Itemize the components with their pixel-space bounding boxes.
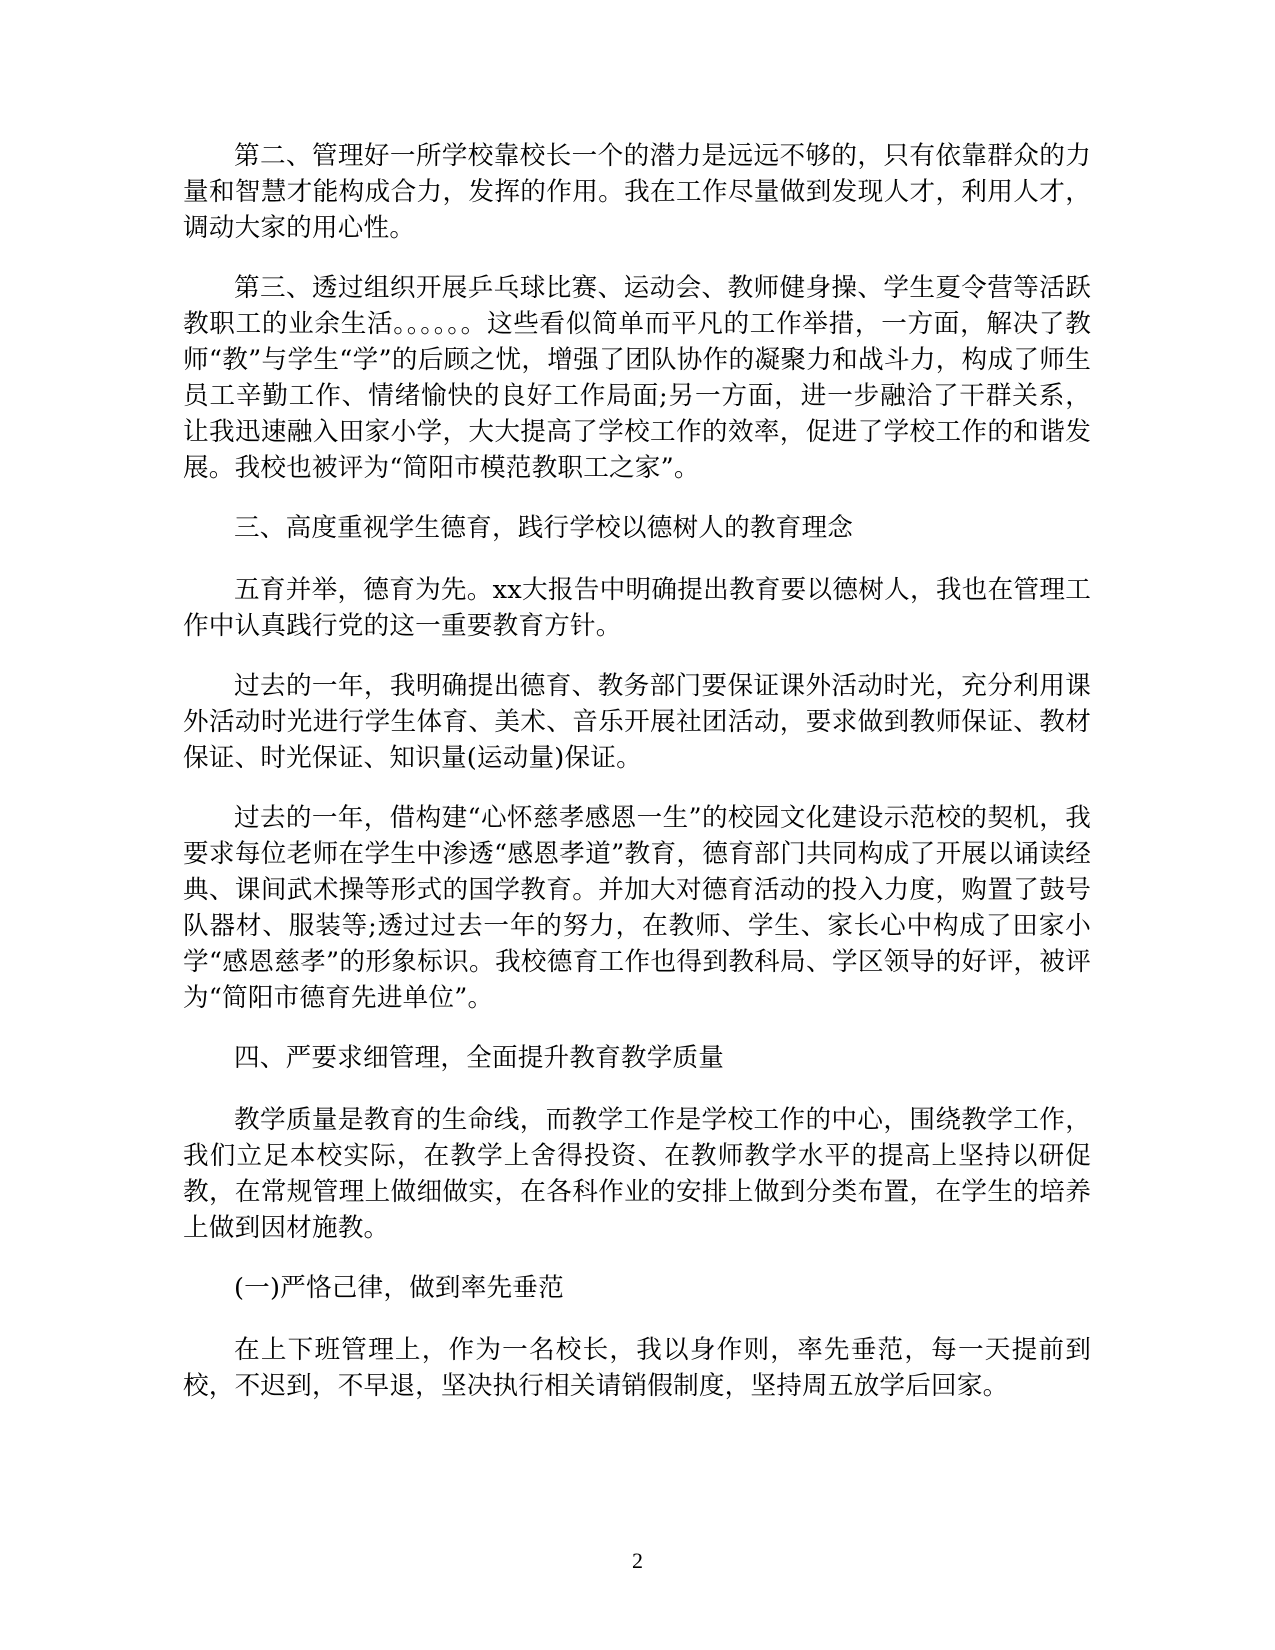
page-number: 2 bbox=[632, 1548, 643, 1573]
paragraph-filial-piety: 过去的一年，借构建“心怀慈孝感恩一生”的校园文化建设示范校的契机，我要求每位老师在学生中渗透“感恩孝道”教育，德育部门共同构成了开展以诵读经典、课间武术操等形式的国学教育。并加大对德育活动的投入力度，购置了鼓号队器材、服装等;透过过去一年的努力，在教师、学生、家长心中构成了田家小学“感恩慈孝”的形象标识。我校德育工作也得到教科局、学区领导的好评，被评为“简阳市德育先进单位”。 bbox=[183, 803, 1091, 1013]
section-heading-moral-education: 三、高度重视学生德育，践行学校以德树人的教育理念 bbox=[234, 513, 854, 543]
paragraph-talent-management: 第二、管理好一所学校靠校长一个的潜力是远远不够的，只有依靠群众的力量和智慧才能构成合力，发挥的作用。我在工作尽量做到发现人才，利用人才，调动大家的用心性。 bbox=[183, 141, 1091, 243]
document-body bbox=[183, 138, 1091, 1428]
paragraph-attendance: 在上下班管理上，作为一名校长，我以身作则，率先垂范，每一天提前到校，不迟到，不早退，坚决执行相关请销假制度，坚持周五放学后回家。 bbox=[183, 1335, 1091, 1401]
paragraph-staff-activities: 第三、透过组织开展乒乓球比赛、运动会、教师健身操、学生夏令营等活跃教职工的业余生活。。。。。。这些看似简单而平凡的工作举措，一方面，解决了教师“教”与学生“学”的后顾之忧，增强了团队协作的凝聚力和战斗力，构成了师生员工辛勤工作、情绪愉快的良好工作局面;另一方面，进一步融洽了干群关系，让我迅速融入田家小学，大大提高了学校工作的效率，促进了学校工作的和谐发展。我校也被评为“简阳市模范教职工之家”。 bbox=[183, 273, 1091, 483]
section-heading-teaching-quality: 四、严要求细管理，全面提升教育教学质量 bbox=[234, 1043, 725, 1073]
subsection-heading-self-discipline: (一)严恪己律，做到率先垂范 bbox=[234, 1273, 564, 1303]
paragraph-extracurricular: 过去的一年，我明确提出德育、教务部门要保证课外活动时光，充分利用课外活动时光进行学生体育、美术、音乐开展社团活动，要求做到教师保证、教材保证、时光保证、知识量(运动量)保证。 bbox=[183, 671, 1091, 773]
paragraph-teaching-quality: 教学质量是教育的生命线，而教学工作是学校工作的中心，围绕教学工作，我们立足本校实际，在教学上舍得投资、在教师教学水平的提高上坚持以研促教，在常规管理上做细做实，在各科作业的安排上做到分类布置，在学生的培养上做到因材施教。 bbox=[183, 1105, 1091, 1243]
paragraph-moral-first: 五育并举，德育为先。xx大报告中明确提出教育要以德树人，我也在管理工作中认真践行党的这一重要教育方针。 bbox=[183, 575, 1091, 641]
